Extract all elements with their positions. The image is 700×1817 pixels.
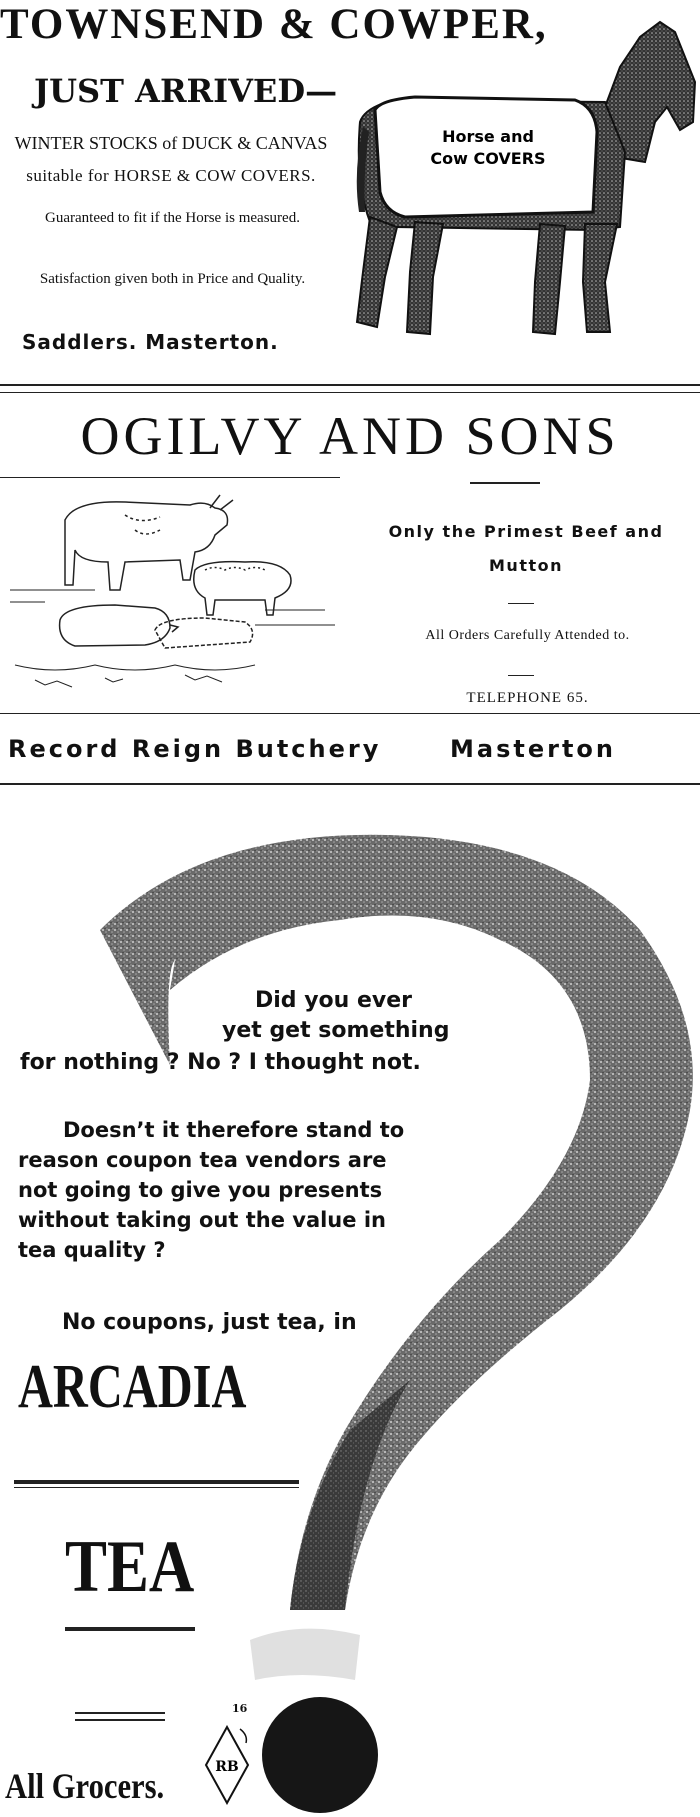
short-rule-2 [508, 675, 534, 676]
tea-brand: TEA [65, 1526, 195, 1608]
winter-stocks-text: WINTER STOCKS of DUCK & CANVAS [14, 133, 328, 153]
satisfaction-text: Satisfaction given both in Price and Quality. [39, 271, 306, 287]
para-line-4: without taking out the value in [18, 1208, 386, 1232]
just-arrived-heading: JUST ARRIVED— [34, 72, 338, 110]
cover-label-2: Cow COVERS [430, 149, 546, 168]
ad-number: 16 [232, 1702, 248, 1715]
title-underline [0, 477, 340, 478]
did-you-ever-text: Did you ever [255, 988, 413, 1013]
rb-diamond-badge [202, 1725, 252, 1805]
telephone-text: TELEPHONE 65. [466, 690, 589, 706]
butchery-signature: Record Reign Butchery [8, 735, 382, 763]
arcadia-underline [14, 1480, 299, 1484]
coupon-paragraph [18, 1115, 518, 1265]
orders-text: All Orders Carefully Attended to. [425, 628, 630, 643]
para-line-1: Doesn’t it therefore stand to [63, 1118, 405, 1142]
title-underline-right [470, 482, 540, 484]
para-line-3: not going to give you presents [18, 1178, 383, 1202]
divider-3 [0, 783, 700, 785]
primest-beef-text: Only the Primest Beef and Mutton [388, 522, 664, 575]
all-grocers-text: All Grocers. [5, 1766, 165, 1806]
yet-get-text: yet get something [222, 1018, 450, 1043]
for-nothing-text: for nothing ? No ? I thought not. [20, 1050, 421, 1075]
arcadia-underline-thin [14, 1487, 299, 1488]
divider-1 [0, 384, 700, 386]
divider-2 [0, 713, 700, 714]
badge-letters: RB [215, 1759, 239, 1775]
guarantee-text: Guaranteed to fit if the Horse is measured. [45, 210, 300, 226]
ogilvy-title: OGILVY AND SONS [80, 406, 620, 466]
horse-illustration [355, 12, 700, 342]
arcadia-brand: ARCADIA [18, 1353, 247, 1421]
townsend-title: TOWNSEND & COWPER, [0, 1, 548, 48]
livestock-illustration [5, 490, 340, 700]
tea-underline [65, 1627, 195, 1631]
suitable-for-text: suitable for HORSE & COW COVERS. [26, 166, 316, 185]
short-rule-1 [508, 603, 534, 604]
para-line-2: reason coupon tea vendors are [18, 1148, 387, 1172]
divider-1b [0, 392, 700, 393]
short-double-rule-a [75, 1712, 165, 1714]
para-line-5: tea quality ? [18, 1238, 166, 1262]
cover-label-1: Horse and [442, 127, 534, 146]
masterton-signature: Masterton [450, 735, 616, 763]
no-coupons-text: No coupons, just tea, in [62, 1310, 357, 1335]
saddlers-signature: Saddlers. Masterton. [22, 330, 279, 354]
short-double-rule-b [75, 1719, 165, 1721]
